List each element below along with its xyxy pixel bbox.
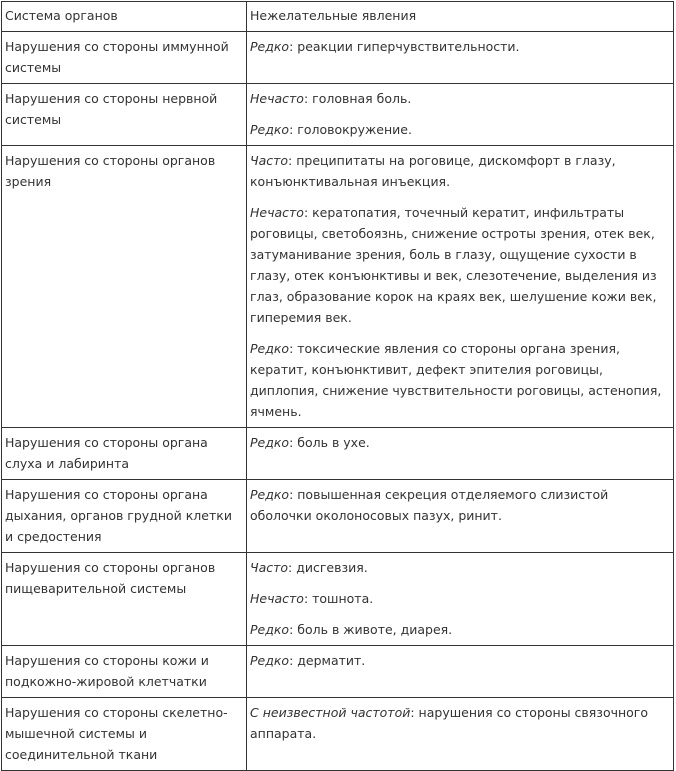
- frequency-label: Часто: [250, 560, 289, 575]
- effect-text: : реакции гиперчувствительности.: [289, 39, 520, 54]
- organ-system-cell: Нарушения со стороны скелетно-мышечной системы и соединительной ткани: [2, 698, 247, 771]
- effect-text: : головная боль.: [303, 91, 412, 106]
- effect-item: [250, 88, 669, 109]
- table-row: [2, 428, 674, 480]
- organ-system-cell: Нарушения со стороны кожи и подкожно-жировой клетчатки: [2, 646, 247, 698]
- effect-item: [250, 702, 669, 744]
- adverse-effects-table: [1, 1, 674, 771]
- effect-text: : токсические явления со стороны органа зрения, кератит, конъюнктивит, дефект эпителия роговицы, диплопия, снижение чувствительности роговицы, астенопия, ячмень.: [250, 341, 662, 419]
- effect-text: : повышенная секреция отделяемого слизистой оболочки околоносовых пазух, ринит.: [250, 487, 609, 523]
- table-row: [2, 480, 674, 553]
- effects-cell: [247, 480, 674, 553]
- frequency-label: Нечасто: [250, 91, 304, 106]
- table-row: [2, 32, 674, 84]
- frequency-label: Часто: [250, 153, 289, 168]
- effect-item: [250, 619, 669, 640]
- effects-cell: [247, 428, 674, 480]
- frequency-label: Редко: [250, 341, 290, 356]
- table-row: [2, 698, 674, 771]
- table-row: [2, 646, 674, 698]
- effect-text: : головокружение.: [289, 122, 412, 137]
- effect-text: : тошнота.: [303, 591, 374, 606]
- effect-item: [250, 202, 669, 328]
- effects-cell: [247, 84, 674, 146]
- effect-text: : нарушения со стороны связочного аппарата.: [250, 705, 649, 741]
- header-adverse-effects: Нежелательные явления: [247, 2, 674, 32]
- effect-item: [250, 36, 669, 57]
- effect-text: : кератопатия, точечный кератит, инфильтраты роговицы, светобоязнь, снижение остроты зрения, отек век, затуманивание зрения, боль в глазу, ощущение сухости в глазу, отек конъюнктивы и век, слезотечение, выделения из глаз, образование корок на краях век, шелушение кожи век, гиперемия век.: [250, 205, 657, 325]
- frequency-label: С неизвестной частотой: [250, 705, 411, 720]
- organ-system-cell: Нарушения со стороны органа дыхания, органов грудной клетки и средостения: [2, 480, 247, 553]
- effect-text: : боль в животе, диарея.: [289, 622, 453, 637]
- effect-text: : боль в ухе.: [289, 435, 370, 450]
- frequency-label: Нечасто: [250, 205, 304, 220]
- effects-cell: [247, 553, 674, 646]
- effect-text: : дерматит.: [289, 653, 366, 668]
- frequency-label: Редко: [250, 653, 290, 668]
- effects-cell: [247, 146, 674, 428]
- header-organ-system: Система органов: [2, 2, 247, 32]
- effect-item: [250, 650, 669, 671]
- effect-item: [250, 432, 669, 453]
- effect-item: [250, 338, 669, 422]
- frequency-label: Редко: [250, 435, 290, 450]
- organ-system-cell: Нарушения со стороны органов зрения: [2, 146, 247, 428]
- frequency-label: Редко: [250, 39, 290, 54]
- table-header-row: [2, 2, 674, 32]
- table-row: [2, 553, 674, 646]
- effect-item: [250, 150, 669, 192]
- frequency-label: Редко: [250, 622, 290, 637]
- effects-cell: [247, 32, 674, 84]
- organ-system-cell: Нарушения со стороны иммунной системы: [2, 32, 247, 84]
- effect-item: [250, 588, 669, 609]
- table-row: [2, 146, 674, 428]
- frequency-label: Редко: [250, 487, 290, 502]
- table-row: [2, 84, 674, 146]
- frequency-label: Редко: [250, 122, 290, 137]
- effects-cell: [247, 698, 674, 771]
- effects-cell: [247, 646, 674, 698]
- organ-system-cell: Нарушения со стороны органа слуха и лабиринта: [2, 428, 247, 480]
- effect-item: [250, 484, 669, 526]
- organ-system-cell: Нарушения со стороны нервной системы: [2, 84, 247, 146]
- organ-system-cell: Нарушения со стороны органов пищеварительной системы: [2, 553, 247, 646]
- frequency-label: Нечасто: [250, 591, 304, 606]
- effect-text: : дисгевзия.: [288, 560, 368, 575]
- effect-item: [250, 557, 669, 578]
- effect-item: [250, 119, 669, 140]
- effect-text: : преципитаты на роговице, дискомфорт в глазу, конъюнктивальная инъекция.: [250, 153, 616, 189]
